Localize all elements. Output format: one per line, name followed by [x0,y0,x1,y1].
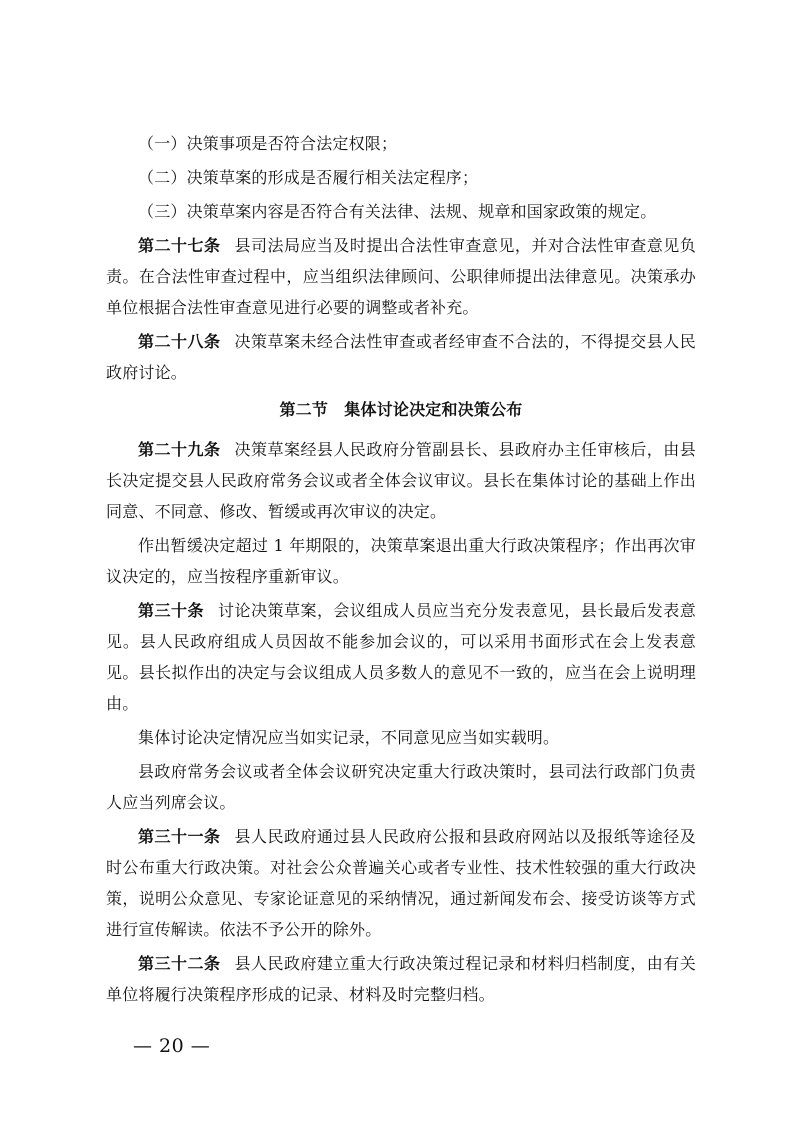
article-27 [106,230,696,323]
article-30-paragraph-3: 县政府常务会议或者全体会议研究决定重大行政决策时，县司法行政部门负责人应当列席会议。 [106,762,696,812]
article-number: 第三十条 [138,601,204,620]
article-text: 决策草案经县人民政府分管副县长、县政府办主任审核后，由县长决定提交县人民政府常务会议或者全体会议审议。县长在集体讨论的基础上作出同意、不同意、修改、暂缓或再次审议的决定。 [106,440,696,521]
list-item: （一）决策事项是否符合法定权限； [138,134,398,153]
article-31 [106,821,696,945]
section-title: 第二节 集体讨论决定和决策公布 [279,400,523,419]
article-29-paragraph-2: 作出暂缓决定超过 1 年期限的，决策草案退出重大行政决策程序；作出再次审议决定的，应当按程序重新审议。 [106,536,696,586]
page-number: — 20 — [133,1035,211,1057]
article-29 [106,434,696,527]
article-text: 讨论决策草案，会议组成人员应当充分发表意见，县长最后发表意见。县人民政府组成人员因故不能参加会议的，可以采用书面形式在会上发表意见。县长拟作出的决定与会议组成人员多数人的意见不一致的，应当在会上说明理由。 [106,601,696,713]
article-number: 第三十一条 [138,827,221,846]
article-28 [106,326,696,388]
document-body [106,128,696,1013]
article-number: 第二十九条 [138,440,221,459]
article-32 [106,948,696,1010]
article-30-paragraph-2: 集体讨论决定情况应当如实记录，不同意见应当如实载明。 [138,728,560,747]
article-30 [106,595,696,719]
list-item: （二）决策草案的形成是否履行相关法定程序； [138,168,479,187]
article-text: 县人民政府建立重大行政决策过程记录和材料归档制度，由有关单位将履行决策程序形成的记录、材料及时完整归档。 [106,954,696,1004]
list-item: （三）决策草案内容是否符合有关法律、法规、规章和国家政策的规定。 [138,202,657,221]
article-number: 第二十八条 [138,332,221,351]
article-number: 第三十二条 [138,954,221,973]
article-text: 决策草案未经合法性审查或者经审查不合法的，不得提交县人民政府讨论。 [106,332,696,382]
article-text: 县人民政府通过县人民政府公报和县政府网站以及报纸等途径及时公布重大行政决策。对社会公众普遍关心或者专业性、技术性较强的重大行政决策，说明公众意见、专家论证意见的采纳情况，通过新闻发布会、接受访谈等方式进行宣传解读。依法不予公开的除外。 [106,827,696,939]
article-text: 县司法局应当及时提出合法性审查意见，并对合法性审查意见负责。在合法性审查过程中，应当组织法律顾问、公职律师提出法律意见。决策承办单位根据合法性审查意见进行必要的调整或者补充。 [106,236,696,317]
article-number: 第二十七条 [138,236,221,255]
